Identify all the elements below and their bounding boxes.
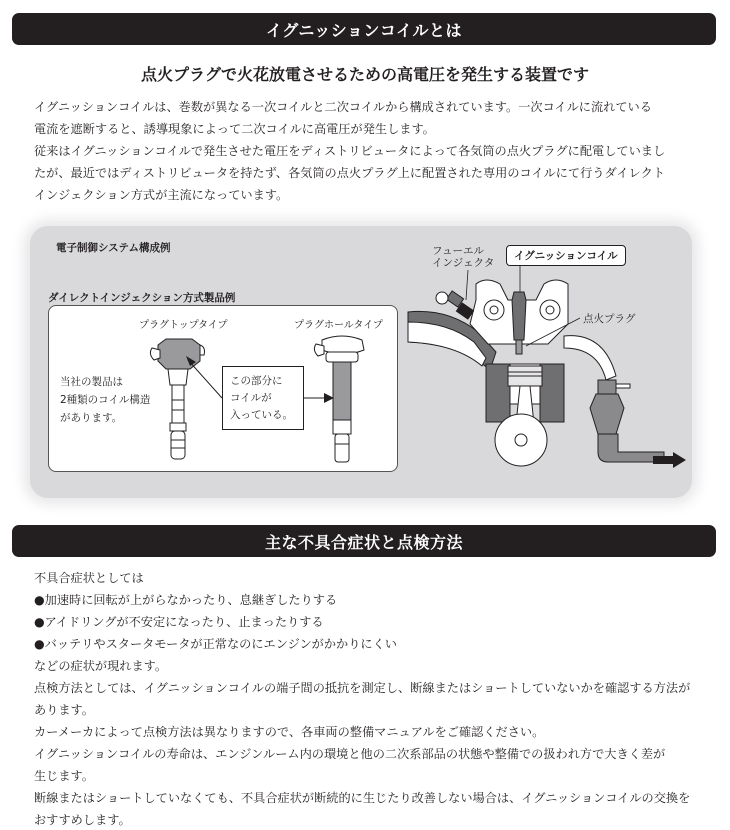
plug-top-coil-icon xyxy=(150,339,204,459)
symptom-item: ●アイドリングが不安定になったり、止まったりする xyxy=(34,615,324,629)
text-line: たが、最近ではディストリビュータを持たず、各気筒の点火プラグ上に配置された専用のコイルにて行うダイレクト xyxy=(34,166,665,180)
text-line: 従来はイグニッションコイルで発生させた電圧をディストリビュータによって各気筒の点火プラグに配電していまし xyxy=(34,144,666,158)
label-line: フューエル xyxy=(432,245,484,257)
product-note xyxy=(60,373,150,427)
label-line: インジェクタ xyxy=(432,257,495,269)
text-line: あります。 xyxy=(34,703,94,717)
text-line: カーメーカによって点検方法は異なりますので、各車両の整備マニュアルをご確認ください。 xyxy=(34,725,545,739)
text-line: イグニッションコイルは、巻数が異なる一次コイルと二次コイルから構成されています。一次コイルに流れている xyxy=(34,100,652,114)
ignition-coil-tag: イグニッションコイル xyxy=(506,245,626,266)
fuel-injector-label xyxy=(432,245,494,269)
callout-line: コイルが xyxy=(230,392,272,404)
text-line: 生じます。 xyxy=(34,769,94,783)
plug-hole-type-label: プラグホールタイプ xyxy=(294,320,383,331)
text-line: 点検方法としては、イグニッションコイルの端子間の抵抗を測定し、断線またはショートしていないかを確認する方法が xyxy=(34,681,691,695)
text-line: 断線またはショートしていなくても、不具合症状が断続的に生じたり改善しない場合は、イグニッションコイルの交換を xyxy=(34,791,691,805)
product-example-title: ダイレクトインジェクション方式製品例 xyxy=(48,292,236,304)
text-line: インジェクション方式が主流になっています。 xyxy=(34,188,289,202)
exhaust-arrow-icon xyxy=(653,456,673,464)
callout-line: 入っている。 xyxy=(230,409,293,421)
section-header-symptoms xyxy=(12,525,716,557)
plug-hole-coil-icon xyxy=(314,336,364,462)
text-line: 不具合症状としては xyxy=(34,571,144,585)
diagram-title: 電子制御システム構成例 xyxy=(56,242,171,254)
text-line: おすすめします。 xyxy=(34,813,131,827)
text-line: イグニッションコイルの寿命は、エンジンルーム内の環境と他の二次系部品の状態や整備での扱われ方で大きく差が xyxy=(34,747,666,761)
section-title: 主な不具合症状と点検方法 xyxy=(264,532,463,552)
symptom-item: ●加速時に回転が上がらなかったり、息継ぎしたりする xyxy=(34,593,338,607)
note-line: 当社の製品は xyxy=(60,376,123,388)
text-line: などの症状が現れます。 xyxy=(34,659,168,673)
callout-line: この部分に xyxy=(230,375,283,387)
arrowhead-icon xyxy=(673,452,686,468)
spark-plug-label: 点火プラグ xyxy=(583,313,636,325)
symptoms-paragraph xyxy=(34,567,714,830)
plug-top-type-label: プラグトップタイプ xyxy=(139,320,228,331)
injector-leader-line xyxy=(466,270,468,300)
callout-pointer-left xyxy=(188,360,222,398)
engine-cross-section-icon xyxy=(408,280,664,466)
note-line: 2種類のコイル構造 xyxy=(60,394,151,406)
symptom-item: ●バッテリやスタータモータが正常なのにエンジンがかかりにくい xyxy=(34,637,397,651)
coil-location-callout xyxy=(222,366,304,430)
page-subtitle: 点火プラグで火花放電させるための高電圧を発生する装置です xyxy=(140,65,589,84)
section-title: イグニッションコイルとは xyxy=(266,20,462,40)
note-line: があります。 xyxy=(60,412,123,424)
text-line: 電流を遮断すると、誘導現象によって二次コイルに高電圧が発生します。 xyxy=(34,122,435,136)
